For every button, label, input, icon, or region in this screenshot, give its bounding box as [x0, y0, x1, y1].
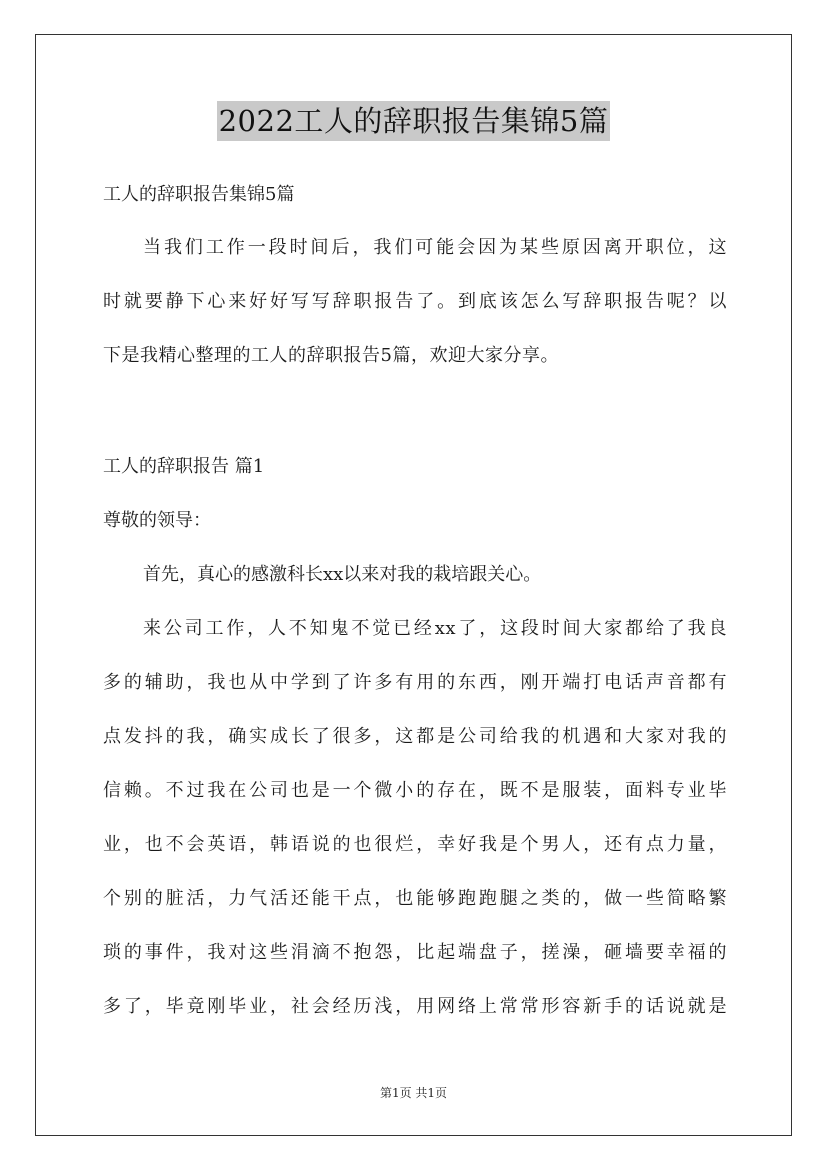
page-footer: 第1页 共1页 — [379, 1086, 448, 1100]
paragraph-2-line-5: 业，也不会英语，韩语说的也很烂，幸好我是个男人，还有点力量， — [103, 834, 727, 855]
document-title: 2022工人的辞职报告集锦5篇 — [217, 101, 611, 141]
document-subtitle: 工人的辞职报告集锦5篇 — [103, 184, 295, 205]
paragraph-2-line-7: 琐的事件，我对这些涓滴不抱怨，比起端盘子，搓澡，砸墙要幸福的 — [103, 942, 727, 963]
intro-line-1: 当我们工作一段时间后，我们可能会因为某些原因离开职位，这 — [143, 237, 727, 258]
salutation: 尊敬的领导： — [103, 510, 211, 531]
paragraph-2-line-3: 点发抖的我，确实成长了很多，这都是公司给我的机遇和大家对我的 — [103, 726, 727, 747]
paragraph-2-line-1: 来公司工作，人不知鬼不觉已经xx了，这段时间大家都给了我良 — [143, 618, 727, 639]
subtitle-block — [103, 180, 727, 210]
intro-paragraph — [103, 233, 727, 395]
section-heading-block — [103, 452, 727, 482]
paragraph-2-line-8: 多了，毕竟刚毕业，社会经历浅，用网络上常常形容新手的话说就是 — [103, 996, 727, 1017]
paragraph-1-text: 首先，真心的感激科长xx以来对我的栽培跟关心。 — [143, 564, 542, 585]
paragraph-2-line-2: 多的辅助，我也从中学到了许多有用的东西，刚开端打电话声音都有 — [103, 672, 727, 693]
section-heading: 工人的辞职报告 篇1 — [103, 456, 265, 477]
paragraph-2-line-4: 信赖。不过我在公司也是一个微小的存在，既不是服装，面料专业毕 — [103, 780, 727, 801]
paragraph-1 — [103, 560, 727, 590]
paragraph-2 — [103, 614, 727, 1046]
intro-line-3: 下是我精心整理的工人的辞职报告5篇，欢迎大家分享。 — [103, 345, 559, 366]
salutation-block — [103, 506, 727, 536]
title-container — [0, 101, 827, 141]
paragraph-2-line-6: 个别的脏活，力气活还能干点，也能够跑跑腿之类的，做一些简略繁 — [103, 888, 727, 909]
intro-line-2: 时就要静下心来好好写写辞职报告了。到底该怎么写辞职报告呢？以 — [103, 291, 727, 312]
